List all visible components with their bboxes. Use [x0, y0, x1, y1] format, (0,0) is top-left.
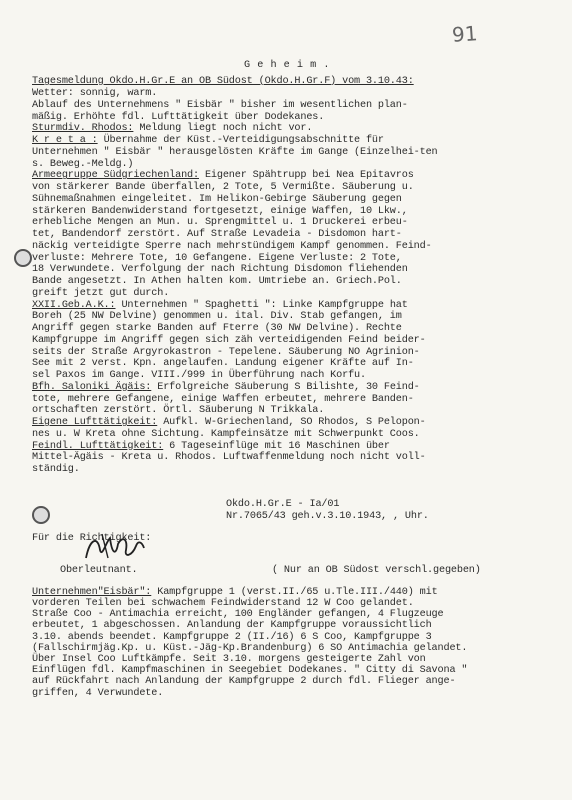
report-line	[32, 311, 402, 322]
report-line	[32, 88, 157, 99]
sender-line-2: Nr.7065/43 geh.v.3.10.1943, , Uhr.	[226, 511, 429, 522]
punch-hole	[14, 249, 32, 267]
report-line	[32, 241, 432, 252]
report-line	[32, 405, 324, 416]
report-line	[32, 135, 384, 146]
operation-line: erbeutet, 1 abgeschossen. Anlandung der Kampfgruppe voraussichtlich	[32, 620, 432, 632]
line-text: nes u. W Kreta ohne Sichtung. Kampfeinsätze mit Schwerpunkt Coos.	[32, 428, 420, 440]
line-text: ortschaften zerstört. Örtl. Säuberung N Trikkala.	[32, 405, 325, 417]
report-line	[32, 347, 420, 358]
operation-line: Einflügen fdl. Kampfmaschinen in Seegebiet Dodekanes. " Citty di Savona "	[32, 665, 468, 677]
section-label: Armeegruppe Südgriechenland:	[32, 170, 199, 182]
report-line	[32, 123, 312, 134]
report-line	[32, 441, 390, 452]
punch-hole	[32, 506, 50, 524]
rank-label: Oberleutnant.	[60, 565, 138, 576]
operation-line: griffen, 4 Verwundete.	[32, 687, 164, 699]
line-text: Ablauf des Unternehmens " Eisbär " bisher im wesentlichen plan-	[32, 99, 408, 111]
operation-line: Über Insel Coo Luftkämpfe. Seit 3.10. morgens gesteigerte Zahl von	[32, 654, 426, 665]
line-text: Angriff gegen starke Banden auf Fterre (30 NW Delvine). Rechte	[32, 323, 402, 334]
handwritten-signature	[82, 528, 152, 568]
report-line	[32, 370, 366, 381]
line-text: tote, mehrere Gefangene, einige Waffen erbeutet, mehrere Banden-	[32, 393, 414, 405]
line-text: Boreh (25 NW Delvine) genommen u. ital. Div. Stab gefangen, im	[32, 311, 402, 323]
line-text: Kampfgruppe im Angriff gegen sich zäh verteidigenden Feind beider-	[32, 334, 426, 346]
report-line	[32, 429, 420, 440]
report-line	[32, 100, 408, 111]
report-line	[32, 288, 169, 299]
line-text: ständig.	[32, 464, 80, 475]
report-line	[32, 276, 402, 287]
line-text: von stärkerer Bande überfallen, 2 Tote, 5 Vermißte. Säuberung u.	[32, 182, 414, 193]
line-text: Meldung liegt noch nicht vor.	[133, 123, 313, 135]
report-line	[32, 147, 438, 158]
document-title: G e h e i m .	[244, 60, 330, 71]
certification-label: Für die Richtigkeit:	[32, 533, 152, 544]
report-line	[32, 464, 80, 475]
report-line	[32, 394, 414, 405]
report-line	[32, 323, 402, 334]
report-line	[32, 300, 408, 311]
report-line	[32, 417, 426, 428]
section-label: Eigene Lufttätigkeit:	[32, 417, 158, 428]
line-text: verluste: Mehrere Tote, 10 Gefangene. Eigene Verluste: 2 Tote,	[32, 252, 402, 264]
section-label: Bfh. Saloniki Ägäis:	[32, 381, 152, 393]
line-text: Aufkl. W-Griechenland, SO Rhodos, S Pelopon-	[157, 417, 426, 428]
report-line	[32, 452, 426, 463]
report-line	[32, 170, 414, 181]
report-line	[32, 264, 408, 275]
distribution-note: ( Nur an OB Südost verschl.gegeben)	[272, 565, 481, 576]
line-text: Bande angesetzt. In Athen halten kom. Umtriebe an. Griech.Pol.	[32, 276, 402, 287]
report-line	[32, 358, 414, 369]
line-text: Sühnemaßnahmen eingeleitet. Im Helikon-Gebirge Säuberung gegen	[32, 193, 402, 205]
line-text: seits der Straße Argyrokastron - Tepelene. Säuberung NO Agrinion-	[32, 346, 420, 358]
section-label: Sturmdiv. Rhodos:	[32, 123, 134, 135]
operation-line: Straße Coo - Antimachia erreicht, 100 Engländer gefangen, 4 Flugzeuge	[32, 609, 444, 621]
line-text: See mit 2 verst. Kpn. angelaufen. Landung eigener Kräfte auf In-	[32, 358, 414, 370]
section-label: XXII.Geb.A.K.:	[32, 299, 116, 311]
line-text: erhebliche Mengen an Mun. u. Sprengmittel u. 1 Druckerei erbeu-	[32, 217, 408, 229]
handwritten-page-number: 91	[451, 21, 479, 47]
report-line	[32, 229, 402, 240]
section-label: K r e t a :	[32, 135, 98, 146]
line-text: mäßig. Erhöhte fdl. Lufttätigkeit über Dodekanes.	[32, 111, 325, 123]
line-text: tet, Bandendorf zerstört. Auf Straße Levadeia - Disdomon hart-	[32, 229, 402, 240]
report-line	[32, 194, 402, 205]
report-line	[32, 217, 408, 228]
line-text: Erfolgreiche Säuberung S Bilishte, 30 Feind-	[151, 381, 420, 393]
report-line	[32, 335, 426, 346]
line-text: Eigener Spähtrupp bei Nea Epitavros	[198, 170, 414, 182]
line-text: Wetter: sonnig, warm.	[32, 88, 158, 99]
section-label: Feindl. Lufttätigkeit:	[32, 440, 164, 452]
report-line	[32, 112, 324, 123]
line-text: Unternehmen " Eisbär " herausgelösten Kräfte im Gange (Einzelhei-ten	[32, 146, 438, 158]
line-text: stärkeren Bandenwiderstand fortgesetzt, einige Waffen, 10 Lkw.,	[32, 205, 408, 217]
operation-line: vorderen Teilen bei schwachem Feindwiderstand 12 W Coo gelandet.	[32, 598, 414, 609]
line-text: Mittel-Ägäis - Kreta u. Rhodos. Luftwaffenmeldung noch nicht voll-	[32, 452, 426, 464]
operation-eisbaer-label: Unternehmen"Eisbär":	[32, 587, 152, 598]
report-line	[32, 182, 414, 193]
operation-line: (Fallschirmjäg.Kp. u. Küst.-Jäg-Kp.Brandenburg) 6 SO Antimachia gelandet.	[32, 642, 468, 654]
line-text: s. Beweg.-Meldg.)	[32, 158, 134, 170]
sender-line-1: Okdo.H.Gr.E - Ia/01	[226, 499, 340, 510]
report-line	[32, 159, 133, 170]
report-line	[32, 206, 408, 217]
line-text: näckig verteidigte Sperre nach mehrstündigem Kampf genommen. Feind-	[32, 240, 432, 252]
line-text: Übernahme der Küst.-Verteidigungsabschnitte für	[97, 135, 384, 146]
operation-line: 3.10. abends beendet. Kampfgruppe 2 (II./16) 6 S Coo, Kampfgruppe 3	[32, 631, 432, 643]
line-text: sel Paxos im Gange. VIII./999 in Überführung nach Korfu.	[32, 370, 366, 381]
line-text: greift jetzt gut durch.	[32, 287, 170, 299]
line-text: 6 Tageseinflüge mit 16 Maschinen über	[163, 440, 390, 452]
operation-eisbaer-first-line: Kampfgruppe 1 (verst.II./65 u.Tle.III./440) mit	[151, 587, 438, 598]
report-line	[32, 382, 420, 393]
line-text: Unternehmen " Spaghetti ": Linke Kampfgruppe hat	[115, 299, 408, 311]
operation-eisbaer-paragraph	[32, 587, 438, 598]
report-header: Tagesmeldung Okdo.H.Gr.E an OB Südost (Okdo.H.Gr.F) vom 3.10.43:	[32, 76, 414, 87]
line-text: 18 Verwundete. Verfolgung der nach Richtung Disdomon fliehenden	[32, 264, 408, 276]
operation-line: auf Rückfahrt nach Anlandung der Kampfgruppe 2 durch fdl. Flieger ange-	[32, 676, 456, 688]
report-line	[32, 253, 402, 264]
